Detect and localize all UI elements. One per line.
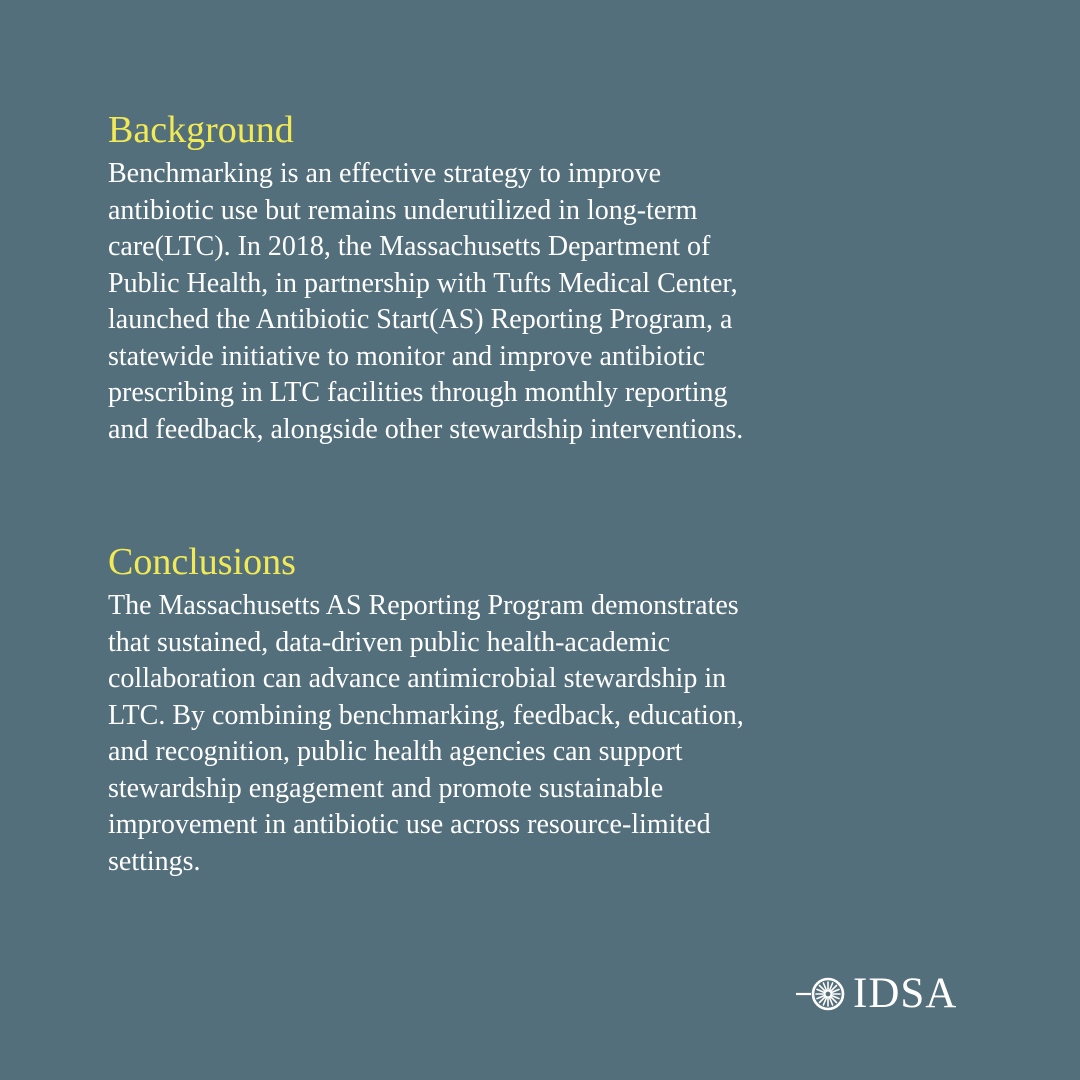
- background-line: statewide initiative to monitor and improve antibiotic: [108, 340, 706, 372]
- conclusions-line: settings.: [108, 845, 201, 877]
- conclusions-line: collaboration can advance antimicrobial stewardship in: [108, 663, 727, 694]
- background-line: Benchmarking is an effective strategy to improve: [108, 158, 662, 189]
- background-section: [108, 108, 988, 448]
- background-paragraph: [108, 156, 988, 448]
- idsa-starburst-icon: [796, 970, 854, 1018]
- background-line: care(LTC). In 2018, the Massachusetts Department of: [108, 231, 711, 262]
- background-line: launched the Antibiotic Start(AS) Reporting Program, a: [108, 304, 733, 335]
- conclusions-line: The Massachusetts AS Reporting Program demonstrates: [108, 590, 739, 621]
- background-heading: Background: [108, 109, 294, 151]
- background-line: and feedback, alongside other stewardship interventions.: [108, 413, 744, 445]
- conclusions-section: [108, 540, 988, 880]
- conclusions-line: improvement in antibiotic use across resource-limited: [108, 809, 711, 840]
- conclusions-heading: Conclusions: [108, 541, 296, 583]
- conclusions-line: stewardship engagement and promote sustainable: [108, 772, 664, 804]
- background-line: antibiotic use but remains underutilized in long-term: [108, 194, 698, 226]
- conclusions-line: and recognition, public health agencies can support: [108, 736, 683, 767]
- conclusions-paragraph: [108, 588, 988, 880]
- idsa-logo-text: IDSA: [853, 970, 958, 1017]
- conclusions-line: LTC. By combining benchmarking, feedback, education,: [108, 699, 744, 731]
- idsa-logo: [796, 970, 957, 1018]
- conclusions-line: that sustained, data-driven public health-academic: [108, 626, 671, 658]
- background-line: Public Health, in partnership with Tufts Medical Center,: [108, 267, 738, 299]
- background-line: prescribing in LTC facilities through monthly reporting: [108, 377, 728, 408]
